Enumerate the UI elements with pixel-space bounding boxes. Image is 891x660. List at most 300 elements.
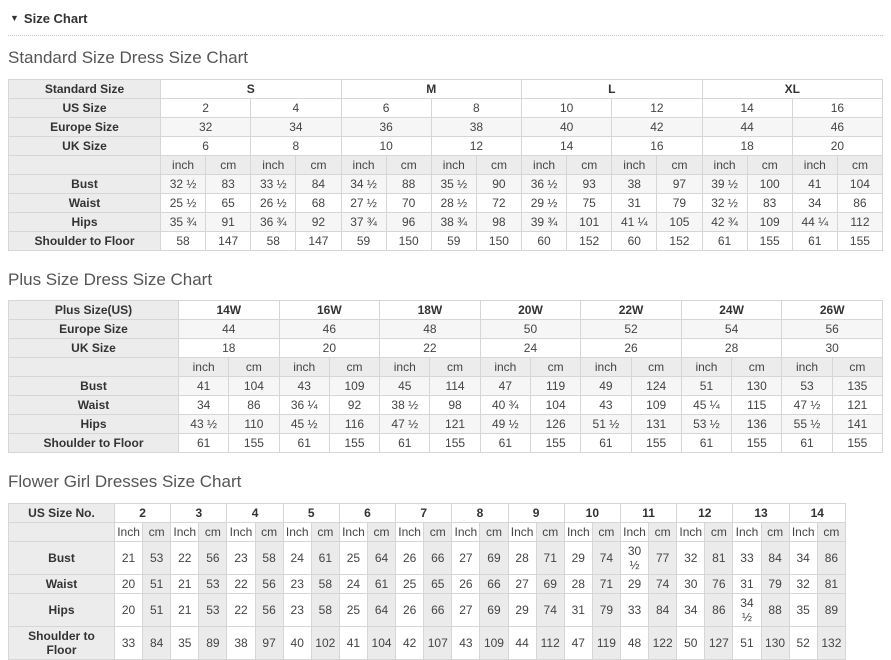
measure-value-cell: 104 <box>367 626 395 659</box>
unit-label-cell: inch <box>380 358 430 377</box>
measure-value-cell: 122 <box>649 626 677 659</box>
measure-value-cell: 21 <box>171 593 199 626</box>
measure-value-cell: 130 <box>732 377 782 396</box>
header-row <box>9 339 883 358</box>
measure-value-cell: 79 <box>592 593 620 626</box>
measure-value-cell: 97 <box>657 174 702 193</box>
measure-value-cell: 155 <box>530 434 580 453</box>
size-value-cell: 48 <box>380 320 481 339</box>
measure-value-cell: 51 <box>733 626 761 659</box>
measure-value-cell: 72 <box>476 193 521 212</box>
measure-value-cell: 30 <box>677 574 705 593</box>
measure-value-cell: 61 <box>681 434 731 453</box>
size-value-cell: 6 <box>161 136 251 155</box>
size-value-cell: 40 <box>522 117 612 136</box>
size-value-cell: 3 <box>171 503 227 522</box>
measure-value-cell: 28 <box>564 574 592 593</box>
measure-value-cell: 56 <box>255 574 283 593</box>
measure-value-cell: 42 <box>396 626 424 659</box>
size-value-cell: 22 <box>380 339 481 358</box>
row-label-cell: Hips <box>9 415 179 434</box>
measure-value-cell: 59 <box>341 231 386 250</box>
measure-value-cell: 51 <box>143 593 171 626</box>
size-value-cell: S <box>161 79 342 98</box>
measure-value-cell: 38 ½ <box>380 396 430 415</box>
size-value-cell: 32 <box>161 117 251 136</box>
measure-value-cell: 58 <box>255 541 283 574</box>
measure-value-cell: 61 <box>782 434 832 453</box>
row-label-cell: Plus Size(US) <box>9 301 179 320</box>
measure-value-cell: 45 ¼ <box>681 396 731 415</box>
unit-label-cell: cm <box>747 155 792 174</box>
size-value-cell: 24W <box>681 301 782 320</box>
measure-value-cell: 58 <box>251 231 296 250</box>
measure-value-cell: 34 <box>789 541 817 574</box>
size-value-cell: 46 <box>792 117 882 136</box>
measure-value-cell: 61 <box>581 434 631 453</box>
unit-label-cell: Inch <box>452 522 480 541</box>
measure-value-cell: 38 ¾ <box>431 212 476 231</box>
unit-label-cell: cm <box>817 522 845 541</box>
header-row <box>9 301 883 320</box>
measure-value-cell: 71 <box>592 574 620 593</box>
measure-value-cell: 32 <box>789 574 817 593</box>
measure-value-cell: 91 <box>206 212 251 231</box>
measure-value-cell: 43 <box>581 396 631 415</box>
unit-label-cell: Inch <box>677 522 705 541</box>
size-value-cell: 2 <box>161 98 251 117</box>
size-value-cell: L <box>522 79 703 98</box>
measure-value-cell: 35 ¾ <box>161 212 206 231</box>
measure-value-cell: 98 <box>430 396 480 415</box>
measure-value-cell: 141 <box>832 415 882 434</box>
unit-label-cell: Inch <box>733 522 761 541</box>
unit-label-cell: cm <box>649 522 677 541</box>
size-value-cell: 8 <box>452 503 508 522</box>
measure-value-cell: 131 <box>631 415 681 434</box>
measure-value-cell: 26 <box>452 574 480 593</box>
size-value-cell: M <box>341 79 522 98</box>
row-label-cell: Waist <box>9 574 115 593</box>
measure-value-cell: 21 <box>115 541 143 574</box>
size-value-cell: 14 <box>522 136 612 155</box>
size-value-cell: 52 <box>581 320 682 339</box>
unit-label-cell: Inch <box>227 522 255 541</box>
measure-value-cell: 104 <box>837 174 882 193</box>
measure-value-cell: 26 <box>396 593 424 626</box>
measure-value-cell: 109 <box>329 377 379 396</box>
measure-row <box>9 212 883 231</box>
measure-value-cell: 51 <box>681 377 731 396</box>
measure-value-cell: 42 ¾ <box>702 212 747 231</box>
measure-value-cell: 69 <box>480 593 508 626</box>
unit-label-cell: cm <box>430 358 480 377</box>
measure-value-cell: 29 <box>564 541 592 574</box>
measure-value-cell: 58 <box>311 593 339 626</box>
row-label-cell: Waist <box>9 193 161 212</box>
row-label-cell: US Size <box>9 98 161 117</box>
size-value-cell: 18 <box>179 339 280 358</box>
corner-cell <box>9 358 179 377</box>
header-row <box>9 320 883 339</box>
measure-value-cell: 66 <box>480 574 508 593</box>
measure-value-cell: 76 <box>705 574 733 593</box>
row-label-cell: Standard Size <box>9 79 161 98</box>
measure-row <box>9 377 883 396</box>
measure-value-cell: 61 <box>367 574 395 593</box>
measure-value-cell: 119 <box>592 626 620 659</box>
size-value-cell: 16 <box>612 136 702 155</box>
unit-label-cell: cm <box>530 358 580 377</box>
unit-header-row <box>9 358 883 377</box>
measure-value-cell: 81 <box>817 574 845 593</box>
measure-value-cell: 34 <box>677 593 705 626</box>
measure-value-cell: 93 <box>567 174 612 193</box>
measure-value-cell: 64 <box>367 541 395 574</box>
unit-label-cell: cm <box>761 522 789 541</box>
measure-value-cell: 60 <box>612 231 657 250</box>
measure-value-cell: 34 <box>179 396 229 415</box>
collapse-arrow-icon: ▼ <box>10 13 19 23</box>
measure-value-cell: 65 <box>424 574 452 593</box>
header-row <box>9 79 883 98</box>
measure-value-cell: 35 <box>171 626 199 659</box>
unit-header-row <box>9 155 883 174</box>
measure-value-cell: 112 <box>837 212 882 231</box>
measure-value-cell: 112 <box>536 626 564 659</box>
measure-value-cell: 104 <box>530 396 580 415</box>
measure-value-cell: 33 <box>115 626 143 659</box>
row-label-cell: Europe Size <box>9 320 179 339</box>
measure-value-cell: 88 <box>761 593 789 626</box>
measure-value-cell: 155 <box>229 434 279 453</box>
measure-value-cell: 25 ½ <box>161 193 206 212</box>
size-value-cell: 4 <box>251 98 341 117</box>
unit-label-cell: cm <box>832 358 882 377</box>
measure-value-cell: 147 <box>206 231 251 250</box>
measure-value-cell: 29 ½ <box>522 193 567 212</box>
unit-label-cell: Inch <box>115 522 143 541</box>
measure-value-cell: 45 ½ <box>279 415 329 434</box>
standard-size-section <box>8 48 883 251</box>
measure-value-cell: 29 <box>508 593 536 626</box>
header-row <box>9 98 883 117</box>
measure-value-cell: 147 <box>296 231 341 250</box>
size-value-cell: 10 <box>564 503 620 522</box>
measure-value-cell: 155 <box>732 434 782 453</box>
plus-size-table <box>8 300 883 453</box>
unit-label-cell: inch <box>612 155 657 174</box>
measure-value-cell: 43 <box>279 377 329 396</box>
measure-row <box>9 174 883 193</box>
measure-value-cell: 89 <box>817 593 845 626</box>
row-label-cell: Shoulder to Floor <box>9 626 115 659</box>
measure-value-cell: 84 <box>649 593 677 626</box>
size-value-cell: 12 <box>677 503 733 522</box>
measure-value-cell: 150 <box>476 231 521 250</box>
size-value-cell: 14W <box>179 301 280 320</box>
measure-value-cell: 155 <box>430 434 480 453</box>
unit-label-cell: cm <box>255 522 283 541</box>
corner-cell <box>9 522 115 541</box>
measure-value-cell: 36 ½ <box>522 174 567 193</box>
size-value-cell: 28 <box>681 339 782 358</box>
measure-value-cell: 55 ½ <box>782 415 832 434</box>
measure-value-cell: 20 <box>115 593 143 626</box>
measure-value-cell: 101 <box>567 212 612 231</box>
measure-value-cell: 43 <box>452 626 480 659</box>
row-label-cell: Bust <box>9 541 115 574</box>
size-value-cell: 26W <box>782 301 883 320</box>
size-value-cell: 34 <box>251 117 341 136</box>
plus-size-section <box>8 270 883 454</box>
measure-value-cell: 21 <box>171 574 199 593</box>
unit-label-cell: cm <box>592 522 620 541</box>
measure-value-cell: 48 <box>620 626 648 659</box>
row-label-cell: Bust <box>9 174 161 193</box>
size-value-cell: 14 <box>789 503 845 522</box>
unit-label-cell: cm <box>199 522 227 541</box>
measure-value-cell: 35 ½ <box>431 174 476 193</box>
measure-value-cell: 50 <box>677 626 705 659</box>
unit-label-cell: Inch <box>171 522 199 541</box>
measure-value-cell: 58 <box>161 231 206 250</box>
corner-cell <box>9 155 161 174</box>
unit-label-cell: Inch <box>508 522 536 541</box>
measure-value-cell: 41 <box>179 377 229 396</box>
size-value-cell: 4 <box>227 503 283 522</box>
unit-label-cell: Inch <box>339 522 367 541</box>
measure-value-cell: 33 <box>733 541 761 574</box>
size-value-cell: 9 <box>508 503 564 522</box>
unit-label-cell: cm <box>329 358 379 377</box>
row-label-cell: Shoulder to Floor <box>9 434 179 453</box>
measure-value-cell: 27 <box>452 541 480 574</box>
measure-value-cell: 105 <box>657 212 702 231</box>
measure-value-cell: 152 <box>657 231 702 250</box>
measure-value-cell: 65 <box>206 193 251 212</box>
measure-value-cell: 135 <box>832 377 882 396</box>
size-chart-section-title: Size Chart <box>23 11 88 26</box>
measure-value-cell: 86 <box>817 541 845 574</box>
flower-girl-table-title: Flower Girl Dresses Size Chart <box>8 472 242 492</box>
measure-value-cell: 90 <box>476 174 521 193</box>
measure-value-cell: 61 <box>702 231 747 250</box>
measure-value-cell: 34 ½ <box>733 593 761 626</box>
measure-value-cell: 37 ¾ <box>341 212 386 231</box>
unit-label-cell: cm <box>143 522 171 541</box>
measure-value-cell: 51 ½ <box>581 415 631 434</box>
measure-value-cell: 38 <box>227 626 255 659</box>
measure-value-cell: 61 <box>380 434 430 453</box>
measure-row <box>9 593 846 626</box>
measure-value-cell: 53 ½ <box>681 415 731 434</box>
unit-label-cell: cm <box>206 155 251 174</box>
size-value-cell: 42 <box>612 117 702 136</box>
measure-value-cell: 32 ½ <box>161 174 206 193</box>
header-row <box>9 136 883 155</box>
measure-value-cell: 53 <box>199 574 227 593</box>
measure-row <box>9 434 883 453</box>
standard-size-table <box>8 79 883 251</box>
measure-value-cell: 32 <box>677 541 705 574</box>
measure-value-cell: 40 <box>283 626 311 659</box>
size-value-cell: 54 <box>681 320 782 339</box>
measure-value-cell: 26 <box>396 541 424 574</box>
plus-size-table-title: Plus Size Dress Size Chart <box>8 269 213 289</box>
measure-value-cell: 136 <box>732 415 782 434</box>
measure-value-cell: 38 <box>612 174 657 193</box>
measure-value-cell: 23 <box>283 574 311 593</box>
size-value-cell: XL <box>702 79 883 98</box>
size-value-cell: 7 <box>396 503 452 522</box>
measure-value-cell: 53 <box>143 541 171 574</box>
unit-label-cell: inch <box>279 358 329 377</box>
unit-label-cell: inch <box>480 358 530 377</box>
measure-value-cell: 124 <box>631 377 681 396</box>
measure-value-cell: 24 <box>339 574 367 593</box>
size-value-cell: 36 <box>341 117 431 136</box>
size-value-cell: 44 <box>702 117 792 136</box>
unit-label-cell: cm <box>424 522 452 541</box>
measure-value-cell: 89 <box>199 626 227 659</box>
measure-value-cell: 97 <box>255 626 283 659</box>
measure-value-cell: 35 <box>789 593 817 626</box>
measure-value-cell: 96 <box>386 212 431 231</box>
measure-value-cell: 102 <box>311 626 339 659</box>
measure-value-cell: 58 <box>311 574 339 593</box>
size-value-cell: 24 <box>480 339 581 358</box>
measure-value-cell: 74 <box>592 541 620 574</box>
unit-label-cell: inch <box>681 358 731 377</box>
measure-value-cell: 121 <box>430 415 480 434</box>
measure-value-cell: 92 <box>329 396 379 415</box>
measure-value-cell: 71 <box>536 541 564 574</box>
size-value-cell: 18 <box>702 136 792 155</box>
size-value-cell: 18W <box>380 301 481 320</box>
measure-value-cell: 39 ½ <box>702 174 747 193</box>
size-value-cell: 56 <box>782 320 883 339</box>
size-value-cell: 10 <box>341 136 431 155</box>
measure-value-cell: 23 <box>283 593 311 626</box>
unit-label-cell: cm <box>631 358 681 377</box>
measure-value-cell: 56 <box>255 593 283 626</box>
measure-value-cell: 74 <box>536 593 564 626</box>
unit-label-cell: inch <box>702 155 747 174</box>
size-value-cell: 12 <box>612 98 702 117</box>
measure-value-cell: 34 <box>792 193 837 212</box>
unit-label-cell: cm <box>657 155 702 174</box>
measure-value-cell: 36 ¾ <box>251 212 296 231</box>
measure-value-cell: 41 <box>339 626 367 659</box>
measure-value-cell: 61 <box>792 231 837 250</box>
unit-label-cell: inch <box>522 155 567 174</box>
unit-label-cell: cm <box>480 522 508 541</box>
size-value-cell: 6 <box>341 98 431 117</box>
measure-value-cell: 43 ½ <box>179 415 229 434</box>
measure-value-cell: 86 <box>705 593 733 626</box>
measure-value-cell: 70 <box>386 193 431 212</box>
unit-label-cell: cm <box>386 155 431 174</box>
measure-value-cell: 155 <box>631 434 681 453</box>
size-value-cell: 13 <box>733 503 789 522</box>
unit-label-cell: cm <box>229 358 279 377</box>
unit-label-cell: cm <box>567 155 612 174</box>
size-value-cell: 6 <box>339 503 395 522</box>
measure-value-cell: 26 ½ <box>251 193 296 212</box>
row-label-cell: Hips <box>9 593 115 626</box>
size-value-cell: 8 <box>431 98 521 117</box>
measure-row <box>9 541 846 574</box>
measure-value-cell: 61 <box>279 434 329 453</box>
measure-value-cell: 25 <box>339 541 367 574</box>
row-label-cell: UK Size <box>9 339 179 358</box>
measure-value-cell: 126 <box>530 415 580 434</box>
unit-label-cell: cm <box>536 522 564 541</box>
measure-row <box>9 626 846 659</box>
unit-label-cell: cm <box>837 155 882 174</box>
unit-label-cell: inch <box>179 358 229 377</box>
unit-label-cell: Inch <box>564 522 592 541</box>
measure-value-cell: 22 <box>171 541 199 574</box>
unit-label-cell: cm <box>311 522 339 541</box>
measure-value-cell: 81 <box>705 541 733 574</box>
unit-label-cell: cm <box>367 522 395 541</box>
measure-value-cell: 56 <box>199 541 227 574</box>
row-label-cell: Bust <box>9 377 179 396</box>
size-value-cell: 12 <box>431 136 521 155</box>
measure-value-cell: 155 <box>837 231 882 250</box>
measure-row <box>9 231 883 250</box>
measure-value-cell: 36 ¼ <box>279 396 329 415</box>
unit-label-cell: Inch <box>789 522 817 541</box>
measure-value-cell: 32 ½ <box>702 193 747 212</box>
measure-value-cell: 47 <box>564 626 592 659</box>
size-value-cell: 10 <box>522 98 612 117</box>
measure-value-cell: 115 <box>732 396 782 415</box>
measure-value-cell: 53 <box>782 377 832 396</box>
measure-value-cell: 41 ¼ <box>612 212 657 231</box>
measure-row <box>9 574 846 593</box>
row-label-cell: Europe Size <box>9 117 161 136</box>
measure-value-cell: 33 ½ <box>251 174 296 193</box>
measure-value-cell: 77 <box>649 541 677 574</box>
measure-value-cell: 68 <box>296 193 341 212</box>
measure-value-cell: 52 <box>789 626 817 659</box>
measure-value-cell: 69 <box>536 574 564 593</box>
measure-value-cell: 84 <box>143 626 171 659</box>
measure-value-cell: 23 <box>227 541 255 574</box>
size-chart-section-toggle[interactable] <box>8 8 883 35</box>
size-value-cell: 44 <box>179 320 280 339</box>
unit-label-cell: Inch <box>283 522 311 541</box>
measure-value-cell: 51 <box>143 574 171 593</box>
measure-value-cell: 69 <box>480 541 508 574</box>
measure-value-cell: 83 <box>206 174 251 193</box>
measure-value-cell: 110 <box>229 415 279 434</box>
measure-value-cell: 66 <box>424 541 452 574</box>
measure-value-cell: 66 <box>424 593 452 626</box>
measure-value-cell: 152 <box>567 231 612 250</box>
size-value-cell: 20 <box>792 136 882 155</box>
unit-label-cell: inch <box>161 155 206 174</box>
row-label-cell: UK Size <box>9 136 161 155</box>
unit-label-cell: cm <box>476 155 521 174</box>
measure-value-cell: 88 <box>386 174 431 193</box>
measure-value-cell: 29 <box>620 574 648 593</box>
row-label-cell: US Size No. <box>9 503 115 522</box>
measure-value-cell: 104 <box>229 377 279 396</box>
